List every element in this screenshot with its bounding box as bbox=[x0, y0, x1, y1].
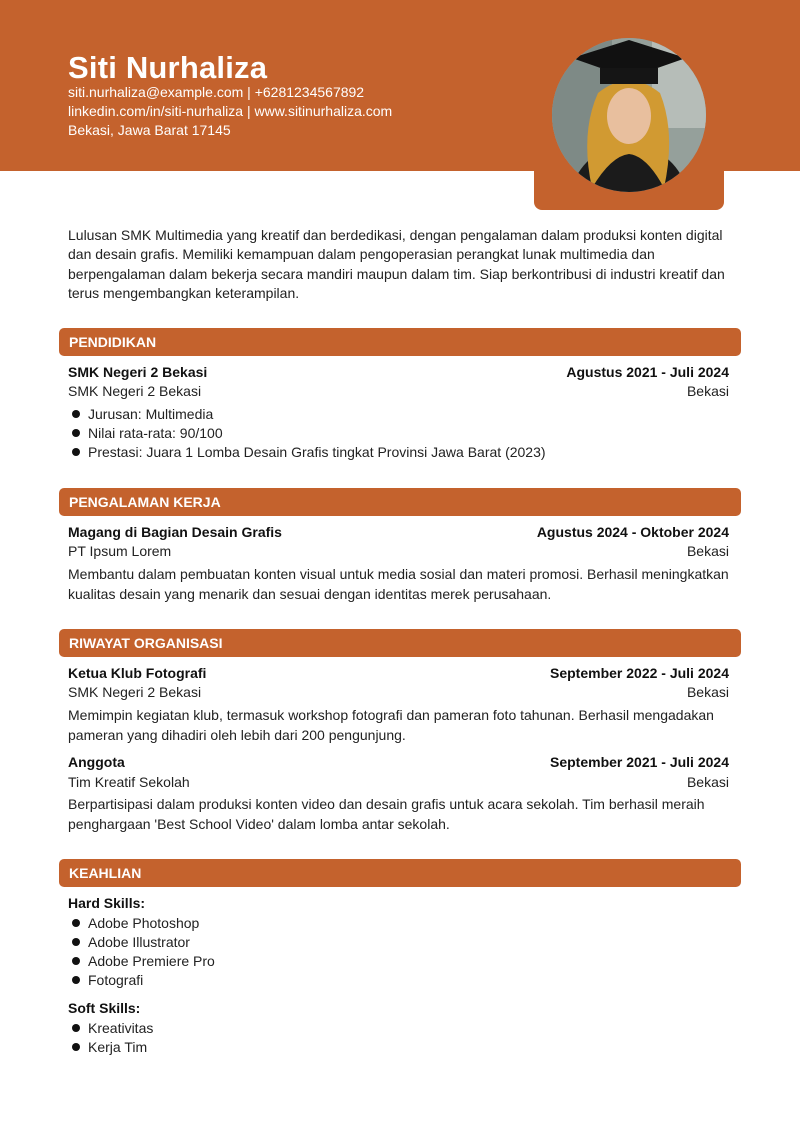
organization-dates: September 2022 - Juli 2024 bbox=[550, 664, 729, 681]
organization-heading-row bbox=[68, 752, 729, 771]
bullet-text: Nilai rata-rata: 90/100 bbox=[88, 424, 223, 441]
organization-description: Memimpin kegiatan klub, termasuk workshop fotografi dan pameran foto tahunan. Berhasil mengadakan pameran yang dihadiri oleh lebih dari 200 pengunjung. bbox=[68, 707, 714, 743]
bullet-dot-icon bbox=[72, 448, 80, 456]
section-header-skills: KEAHLIAN bbox=[59, 859, 741, 887]
organization-subrow bbox=[68, 772, 729, 791]
organization-name: SMK Negeri 2 Bekasi bbox=[68, 683, 202, 700]
bullet-text: Prestasi: Juara 1 Lomba Desain Grafis tingkat Provinsi Jawa Barat (2023) bbox=[88, 443, 546, 460]
profile-photo bbox=[552, 38, 706, 192]
bullet-text: Adobe Photoshop bbox=[88, 914, 200, 931]
organization-heading-row bbox=[68, 663, 729, 682]
education-school: SMK Negeri 2 Bekasi bbox=[68, 363, 208, 380]
bullet-dot-icon bbox=[72, 919, 80, 927]
bullet-dot-icon bbox=[72, 976, 80, 984]
education-dates: Agustus 2021 - Juli 2024 bbox=[566, 363, 729, 380]
section-header-education: PENDIDIKAN bbox=[59, 328, 741, 356]
organization-subrow bbox=[68, 682, 729, 701]
bullet-dot-icon bbox=[72, 410, 80, 418]
education-subrow bbox=[68, 381, 729, 400]
education-location: Bekasi bbox=[686, 382, 729, 399]
organization-description: Berpartisipasi dalam produksi konten video dan desain grafis untuk acara sekolah. Tim berhasil meraih penghargaan 'Best School Video' dalam lomba antar sekolah. bbox=[68, 796, 705, 832]
experience-location: Bekasi bbox=[686, 542, 729, 559]
hard-skills-label: Hard Skills: bbox=[68, 895, 146, 911]
hard-skill-item bbox=[72, 913, 199, 932]
experience-subrow bbox=[68, 541, 729, 560]
bullet-dot-icon bbox=[72, 1043, 80, 1051]
hard-skill-item bbox=[72, 970, 143, 989]
organization-dates: September 2021 - Juli 2024 bbox=[550, 753, 729, 770]
bullet-text: Adobe Illustrator bbox=[88, 933, 190, 950]
hard-skill-item bbox=[72, 932, 190, 951]
education-institution: SMK Negeri 2 Bekasi bbox=[68, 382, 202, 399]
soft-skill-item bbox=[72, 1037, 147, 1056]
organization-location: Bekasi bbox=[686, 683, 729, 700]
organization-role: Anggota bbox=[68, 753, 125, 770]
contact-email-phone: siti.nurhaliza@example.com | +6281234567892 bbox=[68, 84, 365, 100]
education-bullet bbox=[72, 442, 546, 461]
experience-dates: Agustus 2024 - Oktober 2024 bbox=[536, 523, 729, 540]
candidate-name: Siti Nurhaliza bbox=[68, 50, 268, 85]
education-heading-row bbox=[68, 362, 729, 381]
bullet-dot-icon bbox=[72, 1024, 80, 1032]
bullet-text: Kerja Tim bbox=[88, 1038, 148, 1055]
bullet-text: Fotografi bbox=[88, 971, 144, 988]
organization-location: Bekasi bbox=[686, 773, 729, 790]
education-bullet bbox=[72, 423, 223, 442]
soft-skills-label: Soft Skills: bbox=[68, 1000, 141, 1016]
hard-skill-item bbox=[72, 951, 215, 970]
organization-name: Tim Kreatif Sekolah bbox=[68, 773, 190, 790]
profile-summary: Lulusan SMK Multimedia yang kreatif dan berdedikasi, dengan pengalaman dalam produksi konten digital dan desain grafis. Memiliki kemampuan dalam pengoperasian perangkat lunak multimedia dan berpengalaman dalam bekerja secara mandiri maupun dalam tim. Siap berkontribusi di industri kreatif dan terus mengembangkan keterampilan. bbox=[68, 227, 725, 301]
experience-heading-row bbox=[68, 522, 729, 541]
bullet-dot-icon bbox=[72, 938, 80, 946]
contact-address: Bekasi, Jawa Barat 17145 bbox=[68, 122, 231, 138]
experience-company: PT Ipsum Lorem bbox=[68, 542, 172, 559]
experience-description: Membantu dalam pembuatan konten visual untuk media sosial dan materi promosi. Berhasil meningkatkan kualitas desain yang menarik dan sesuai dengan identitas merek perusahaan. bbox=[68, 566, 729, 602]
section-header-experience: PENGALAMAN KERJA bbox=[59, 488, 741, 516]
contact-links: linkedin.com/in/siti-nurhaliza | www.sitinurhaliza.com bbox=[68, 103, 393, 119]
bullet-text: Kreativitas bbox=[88, 1019, 154, 1036]
section-header-organizations: RIWAYAT ORGANISASI bbox=[59, 629, 741, 657]
organization-role: Ketua Klub Fotografi bbox=[68, 664, 207, 681]
bullet-text: Adobe Premiere Pro bbox=[88, 952, 215, 969]
bullet-text: Jurusan: Multimedia bbox=[88, 405, 214, 422]
bullet-dot-icon bbox=[72, 957, 80, 965]
education-bullet bbox=[72, 404, 213, 423]
experience-role: Magang di Bagian Desain Grafis bbox=[68, 523, 282, 540]
bullet-dot-icon bbox=[72, 429, 80, 437]
soft-skill-item bbox=[72, 1018, 153, 1037]
